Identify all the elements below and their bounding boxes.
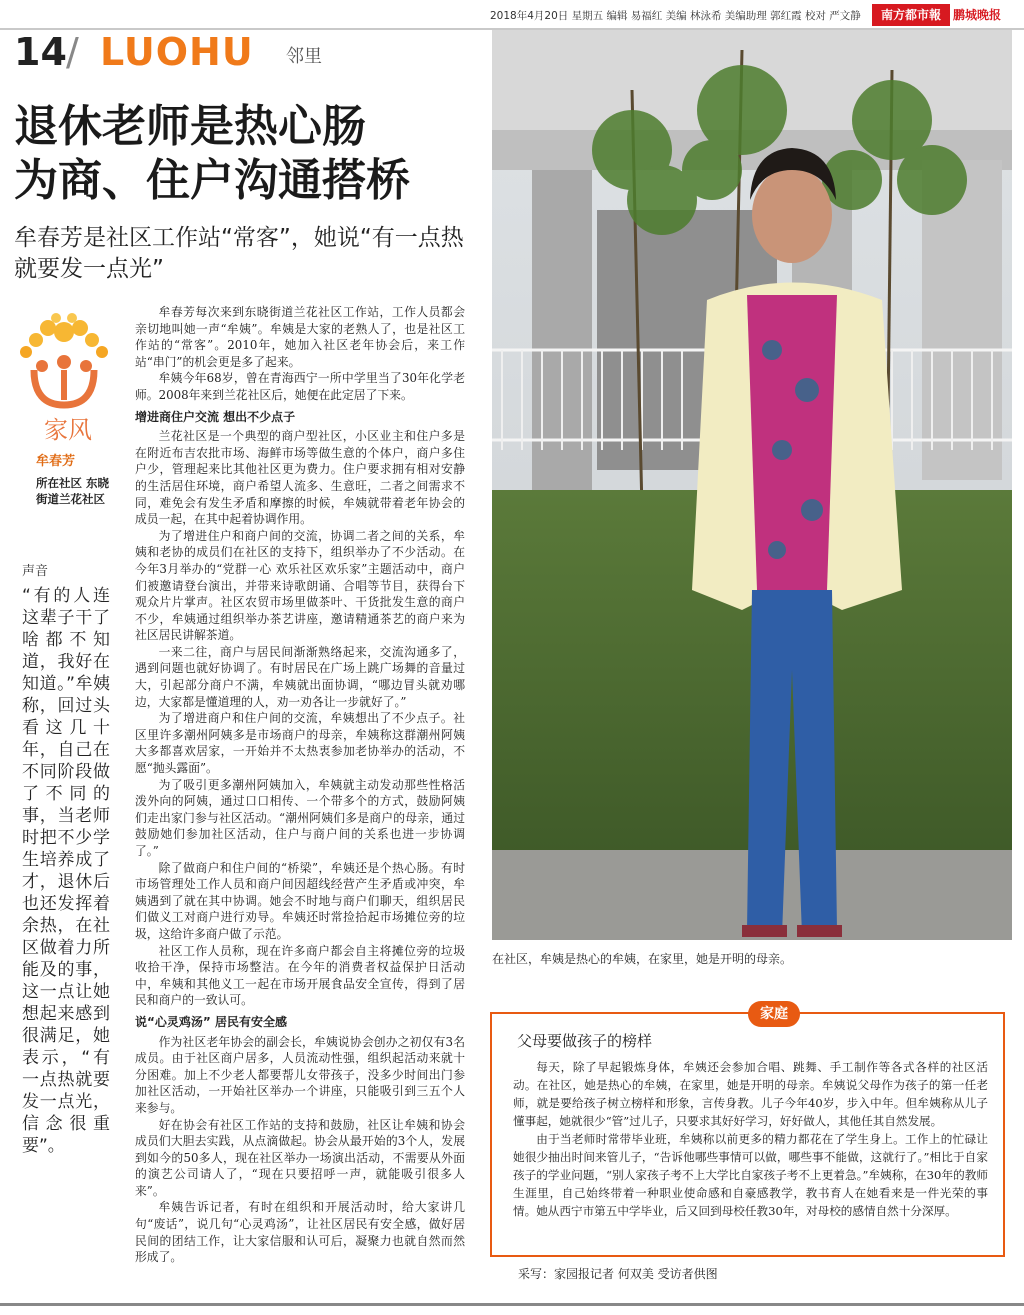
body-paragraph: 好在协会有社区工作站的支持和鼓励，社区让牟姨和协会成员们大胆去实践，从点滴做起。协会从最开始的3个人，发展到如今的50多人，现在社区举办一场演出活动，不需要从外面的演艺公司请人了，“现在只要招呼一声，就能吸引很多人来”。 [135,1117,465,1198]
family-style-logo [14,310,114,460]
subhead-1: 增进商住户交流 想出不少点子 [135,409,296,424]
section-slash: / [66,30,79,74]
profile-name: 牟春芳 [36,454,76,469]
dateline: 2018年4月20日 星期五 编辑 易福红 美编 林泳希 美编助理 郭红霞 校对 严文静 [490,10,861,22]
sidebar-title: 父母要做孩子的榜样 [517,1032,653,1050]
body-paragraph: 一来二往，商户与居民间渐渐熟络起来，交流沟通多了，遇到问题也就好协调了。有时居民在广场上跳广场舞的音量过大，引起部分商户不满，牟姨就出面协调，“哪边冒头就劝哪边，大家都是懂道理的人，劝一劝各让一步就好了。” [135,644,465,709]
paper-logo: 南方都市報 [872,4,950,26]
body-paragraph: 牟春芳每次来到东晓街道兰花社区工作站，工作人员都会亲切地叫她一声“牟姨”。牟姨是大家的老熟人了，也是社区工作站的“常客”。2010年，她加入社区老年协会后，来工作站“串门”的机会更是多了起来。 [135,305,465,369]
body-paragraph: 兰花社区是一个典型的商户型社区，小区业主和住户多是在附近布吉农批市场、海鲜市场等做生意的个体户，商户多住户少，管理起来比其他社区更为费力。住户要求拥有相对安静的生活居住环境，商户希望人流多、生意旺，二者之间需求不同，难免会有发生矛盾和摩擦的时候，牟姨就带着老年协会的成员一起，在其中起着协调作用。 [135,429,465,527]
deck: 牟春芳是社区工作站“常客”，她说“有一点热就要发一点光” [14,225,464,282]
body-paragraph: 社区工作人员称，现在许多商户都会自主将摊位旁的垃圾收拾干净，保持市场整洁。在今年的消费者权益保护日活动中，牟姨和其他义工一起在市场开展食品安全宣传，得到了居民和商户的一致认可。 [135,943,465,1008]
family-tree-icon [14,310,114,450]
body-paragraph: 牟姨告诉记者，有时在组织和开展活动时，给大家讲几句“废话”，说几句“心灵鸡汤”，让社区居民有安全感，做好居民间的团结工作，让大家信服和认可后，凝聚力也就自然而然形成了。 [135,1200,465,1265]
byline-credit: 采写：家园报记者 何双美 受访者供图 [518,1267,718,1281]
section-name: LUOHU [100,30,254,74]
sidebar-paragraph: 由于当老师时常带毕业班，牟姨称以前更多的精力都花在了学生身上。工作上的忙碌让她很少抽出时间来管儿子，“告诉他哪些事情可以做，哪些事不能做，这就行了。”相比于自家孩子的学业问题，“别人家孩子考不上大学比自家孩子考不上更着急。”牟姨称，在30年的教师生涯里，自己始终带着一种职业使命感和自豪感教学，教书育人在她看来是一件光荣的事情。她从西宁市第五中学毕业，后又回到母校任教30年，对母校的感情自然十分深厚。 [513,1132,988,1218]
sidebar-body [513,1058,988,1220]
body-paragraph: 作为社区老年协会的副会长，牟姨说协会创办之初仅有3名成员。由于社区商户居多，人员流动性强，组织起活动来就十分困难。加上不少老人都要帮儿女带孩子，没多少时间出门参加社区活动，一开始社区举办一个讲座，只能吸引到三五个人来参与。 [135,1034,465,1115]
supplement-logo: 鹏城晚报 [953,8,1002,22]
portrait-image [492,30,1012,940]
page-number: 14 [14,30,67,74]
bottom-rule [0,1303,1024,1306]
sidebar-tag: 家庭 [748,1001,800,1027]
logo-label: 家风 [44,416,92,444]
headline-line2: 为商、住户沟通搭桥 [14,155,410,206]
profile-location: 所在社区 东晓街道兰花社区 [36,476,110,506]
body-paragraph: 牟姨今年68岁，曾在青海西宁一所中学里当了30年化学老师。2008年来到兰花社区后，她便在此定居了下来。 [135,371,465,402]
body-paragraph: 为了增进商户和住户间的交流，牟姨想出了不少点子。社区里许多潮州阿姨多是市场商户的母亲，牟姨称这群潮州阿姨大多都喜欢居家，一开始并不太热衷参加老协举办的活动，不愿“抛头露面”。 [135,711,465,776]
body-paragraph: 除了做商户和住户间的“桥梁”，牟姨还是个热心肠。有时市场管理处工作人员和商户间因超线经营产生矛盾或冲突，牟姨遇到了就在其中协调。她会不时地与商户们聊天，组织居民们做义工对商户进行劝导。牟姨还时常捡拾起市场摊位旁的垃圾，这给许多商户做了示范。 [135,860,465,941]
section-subname: 邻里 [286,46,322,67]
headline-line1: 退休老师是热心肠 [14,101,366,152]
article-body [135,304,465,1266]
body-paragraph: 为了吸引更多潮州阿姨加入，牟姨就主动发动那些性格活泼外向的阿姨，通过口口相传、一个带多个的方式，鼓励阿姨们走出家门参与社区活动。“潮州阿姨们多是商户的母亲，通过鼓励她们参加社区活动，住户与商户间的关系也进一步协调了。” [135,777,465,858]
subhead-2: 说“心灵鸡汤” 居民有安全感 [135,1014,287,1029]
photo-caption: 在社区，牟姨是热心的牟姨，在家里，她是开明的母亲。 [492,952,793,966]
sidebar-paragraph: 每天，除了早起锻炼身体，牟姨还会参加合唱、跳舞、手工制作等各式各样的社区活动。在社区，她是热心的牟姨，在家里，她是开明的母亲。牟姨说父母作为孩子的第一任老师，就是要给孩子树立榜样和形象，言传身教。儿子今年40岁，步入中年。但牟姨称从儿子懂事起，她就很少“管”过儿子，只要求其好好学习，好好做人，其他任其自然发展。 [513,1060,988,1128]
voice-quote: “有的人连这辈子干了啥都不知道，我好在知道。”牟姨称，回过头看这几十年，自己在不同阶段做了不同的事，当老师时把不少学生培养成了才，退休后也还发挥着余热，在社区做着力所能及的事，这一点让她想起来感到很满足，她表示，“有一点热就要发一点光，信念很重要”。 [22,586,110,1156]
portrait-photo [492,30,1012,940]
body-paragraph: 为了增进住户和商户间的交流，协调二者之间的关系，牟姨和老协的成员们在社区的支持下，组织举办了不少活动。在今年3月举办的“党群一心 欢乐社区欢乐家”主题活动中，商户们被邀请登台演出，并带来诗歌朗诵、合唱等节目，获得台下观众片片掌声。社区农贸市场里做茶叶、干货批发生意的商户不少，牟姨通过组织举办茶艺讲座，邀请精通茶艺的商户来为社区居民讲解茶道。 [135,528,465,643]
headline [14,100,484,208]
voice-label: 声音 [22,564,49,579]
